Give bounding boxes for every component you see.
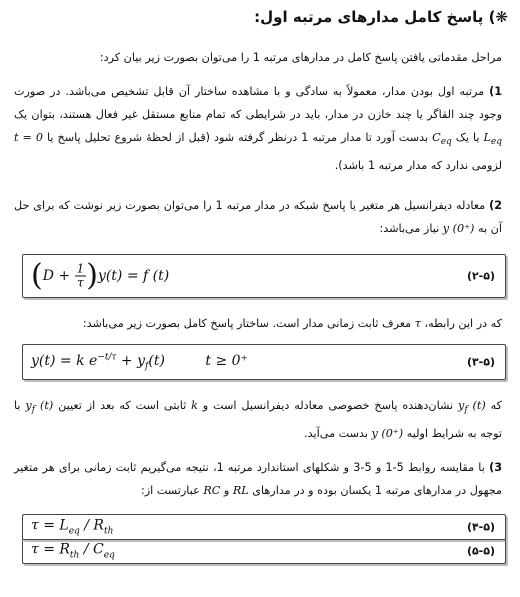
intro-text: مراحل مقدماتی یافتن پاسخ کامل در مدارهای مرتبه 1 را می‌توان بصورت زیر بیان کرد:	[99, 51, 502, 64]
step2-text-a: معادله دیفرانسیل هر متغیر یا پاسخ شبکه در مدار مرتبه 1 را می‌توان بصورت زیر نوشت که برای حل آن به	[14, 199, 502, 235]
yf-text-a: که	[485, 399, 502, 412]
c-eq-symbol: $C_{eq}$	[432, 131, 452, 148]
t-zero-symbol: t = 0	[14, 131, 43, 144]
equation-5-5-number: (۵-۵)	[466, 544, 495, 558]
intro-paragraph	[14, 46, 502, 69]
tau-text-b: معرف ثابت زمانی مدار است. ساختار پاسخ کامل بصورت زیر می‌باشد:	[82, 317, 415, 330]
equation-5-4: $\tau = L_{eq} / R_{th}$	[31, 517, 114, 537]
equation-5-2: (D + $\frac{1}{\tau}$ )y(t) = f (t)	[31, 258, 170, 293]
yf-definition-paragraph	[14, 394, 502, 445]
step1-text-b: یا یک	[451, 131, 484, 144]
y-initial-symbol-2: y (0⁺)	[371, 427, 404, 441]
step1-number: 1)	[489, 85, 502, 98]
yf-symbol: $y_f$ (t)	[458, 399, 486, 416]
step1-paragraph	[14, 80, 502, 177]
equation-5-2-number: (۲-۵)	[466, 269, 495, 283]
step1-text-a: مرتبه اول بودن مدار، معمولاً به سادگی و با مشاهده ساختار آن قابل تشخیص می‌باشد. در صورت وجود چند القاگر یا چند خازن در مدار، باید در شرایطی که تمام منابع مستقل غیر فعال هستند، بتوان یک	[14, 85, 502, 121]
step2-number: 2)	[489, 199, 502, 212]
yf-text-c: ثابتی است که بعد از تعیین	[53, 399, 192, 412]
rc-symbol: RC	[203, 484, 221, 497]
step3-text-a: با مقایسه روابط 5-1 و 5-3 و شکلهای استاندارد مرتبه 1، نتیجه می‌گیریم ثابت زمانی برای هر متغیر مجهول در مدارهای مرتبه 1 یکسان بوده و در مدارهای	[14, 461, 502, 497]
section-heading: ❋) پاسخ کامل مدارهای مرتبه اول:	[254, 8, 508, 26]
yf-text-d: با توجه به شرایط اولیه	[14, 399, 502, 441]
equation-5-2-box	[22, 254, 506, 298]
equation-5-3-box	[22, 344, 506, 380]
step3-text-b: و	[220, 484, 233, 497]
tau-definition-paragraph	[14, 312, 502, 335]
equation-5-4-box	[22, 514, 506, 540]
equation-5-3: y(t) = k $e^{-t/\tau} + y_f(t) t \ge 0^+$	[31, 352, 248, 372]
k-symbol: k	[191, 399, 198, 412]
equation-5-3-number: (۳-۵)	[466, 355, 495, 369]
yf-text-b: نشان‌دهنده پاسخ خصوصی معادله دیفرانسیل است و	[197, 399, 458, 412]
equation-5-5-box	[22, 539, 506, 564]
tau-symbol: τ	[414, 317, 421, 330]
equation-5-4-number: (۴-۵)	[466, 520, 495, 534]
yf-text-e: بدست می‌آید.	[304, 427, 372, 441]
step3-text-c: عبارتست از:	[140, 484, 204, 497]
step2-paragraph	[14, 194, 502, 240]
equation-5-5: $\tau = R_{th} / C_{eq}$	[31, 541, 115, 561]
step1-text-d: لزومی ندارد که مدار مرتبه 1 باشد).	[334, 159, 502, 173]
l-eq-symbol: $L_{eq}$	[483, 131, 502, 148]
step1-text-c: بدست آورد تا مدار مرتبه 1 درنظر گرفته شود (قبل از لحظهٔ شروع تحلیل پاسخ یا	[43, 131, 433, 144]
step2-text-b: نیاز می‌باشد:	[379, 222, 443, 235]
tau-text-a: که در این رابطه،	[420, 317, 502, 330]
rl-symbol: RL	[232, 484, 249, 497]
y-initial-symbol: y (0⁺)	[442, 222, 475, 235]
yf-symbol-2: $y_f$ (t)	[25, 399, 54, 416]
step3-paragraph	[14, 456, 502, 502]
step3-number: 3)	[489, 461, 502, 474]
